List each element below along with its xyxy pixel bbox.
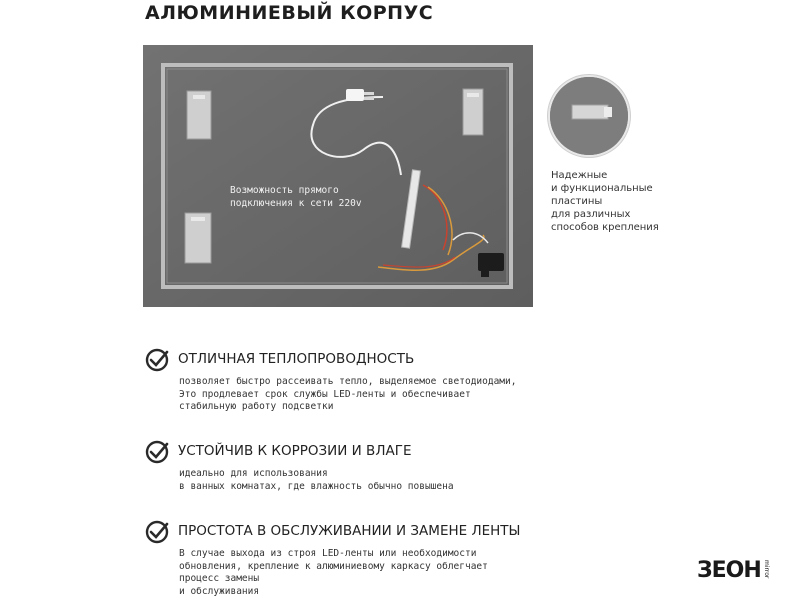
- desc-line: обновления, крепление к алюминиевому каркасу облегчает: [179, 560, 488, 572]
- desc-line: в ванных комнатах, где влажность обычно повышена: [179, 480, 454, 492]
- feature-title: ОТЛИЧНАЯ ТЕПЛОПРОВОДНОСТЬ: [178, 351, 415, 367]
- desc-line: Это продлевает срок службы LED-ленты и обеспечивает: [179, 388, 471, 400]
- desc-line: позволяет быстро рассеивать тепло, выделяемое светодиодами,: [179, 376, 517, 387]
- desc-line: стабильную работу подсветки: [179, 401, 334, 412]
- feature-title: УСТОЙЧИВ К КОРРОЗИИ И ВЛАГЕ: [178, 443, 412, 459]
- plates-note: [551, 169, 659, 234]
- note-line: для различных: [551, 209, 631, 220]
- product-back-photo: [143, 45, 533, 307]
- feature-desc: [179, 468, 454, 493]
- note-line: способов крепления: [551, 222, 659, 233]
- note-line: и функциональные: [551, 183, 653, 194]
- check-circle-icon: [145, 348, 169, 372]
- desc-line: идеально для использования: [179, 468, 328, 479]
- brand-logo: ЗЕОН: [697, 558, 761, 583]
- annotation-line: подключения к сети 220v: [230, 198, 362, 209]
- connection-annotation: [230, 184, 362, 210]
- plate-zoom-circle: [548, 75, 630, 157]
- check-circle-icon: [145, 520, 169, 544]
- desc-line: и обслуживания: [179, 585, 260, 597]
- annotation-line: Возможность прямого: [230, 185, 339, 196]
- desc-line: процесс замены: [179, 573, 260, 584]
- check-circle-icon: [145, 440, 169, 464]
- brand-logo-sub: mirror: [763, 560, 770, 579]
- note-line: пластины: [551, 196, 603, 207]
- feature-desc: [179, 376, 516, 414]
- desc-line: В случае выхода из строя LED-ленты или необходимости: [179, 548, 477, 559]
- feature-desc: [179, 548, 488, 598]
- note-line: Надежные: [551, 170, 608, 181]
- feature-title: ПРОСТОТА В ОБСЛУЖИВАНИИ И ЗАМЕНЕ ЛЕНТЫ: [178, 523, 521, 539]
- page-title: АЛЮМИНИЕВЫЙ КОРПУС: [145, 2, 434, 24]
